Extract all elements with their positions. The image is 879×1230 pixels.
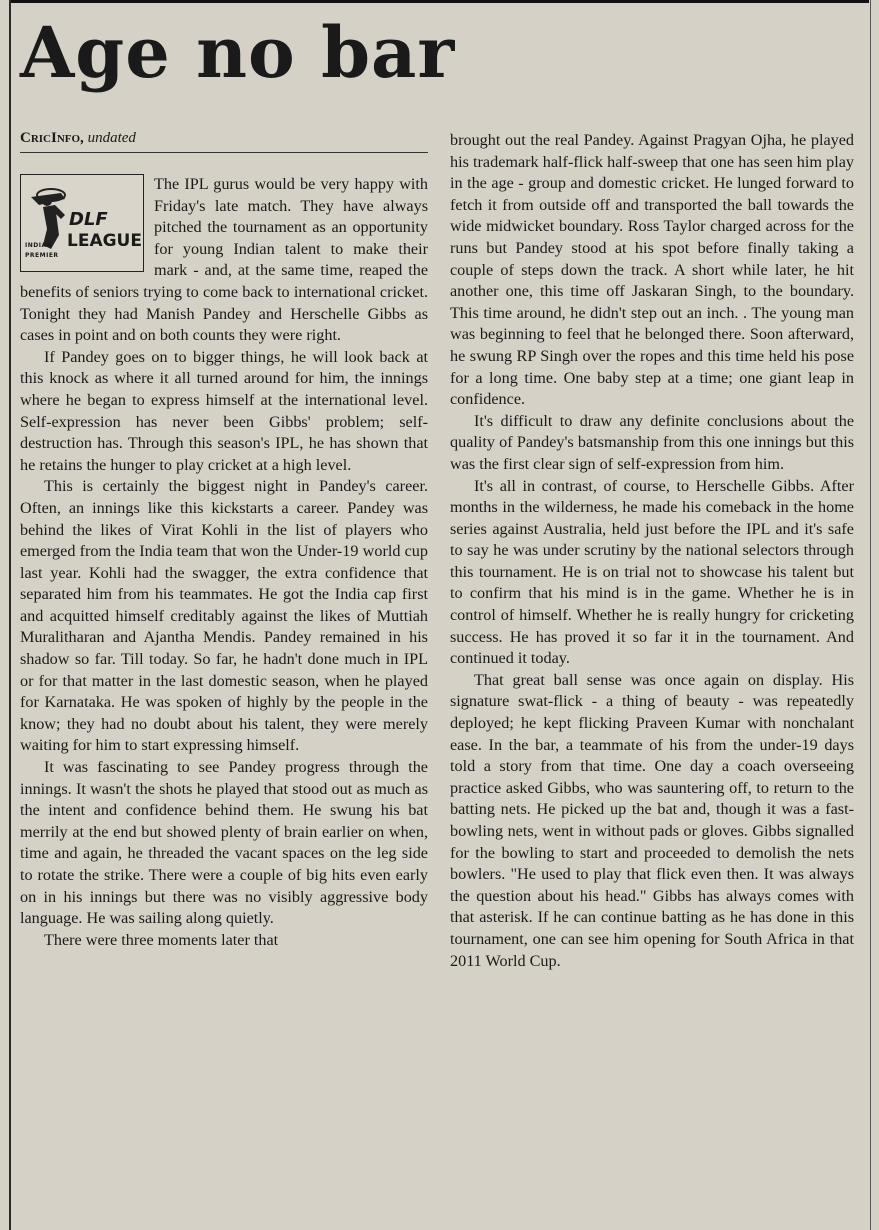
logo-dlf-text: DLF (69, 209, 108, 230)
paragraph: This is certainly the biggest night in Pandey's career. Often, an innings like this kickstarts a career. Pandey was behind the likes of Virat Kohli in the list of players who emerged from the India team that won the Under-19 world cup last year. Kohli had the swagger, the extra confidence that separated him from his teammates. He got the India cap first and acquitted himself creditably against the likes of Muttiah Muralitharan and Ajantha Mendis. Pandey remained in his shadow so far. Till today. So far, he hadn't done much in IPL or for that matter in the last domestic season, when he played for Karnataka. He was spoken of highly by the people in the know; they had no doubt about his talent, they were merely waiting for him to start expressing himself. (20, 477, 428, 755)
column-right (450, 130, 854, 972)
byline (20, 130, 428, 153)
paragraph: It was fascinating to see Pandey progress through the innings. It wasn't the shots he played that stood out as much as the intent and confidence behind them. He swung his bat merrily at the end but showed plenty of brain earlier on when, time and again, he threaded the vacant spaces on the leg side to rotate the strike. There were a couple of big hits even early on in his innings but there was no visibly aggressive body language. He was sailing along quietly. (20, 758, 428, 928)
logo-league-text: LEAGUE (67, 231, 142, 251)
left-rule (9, 0, 11, 1230)
right-rule (870, 0, 871, 1230)
logo-premier-text: PREMIER (25, 252, 59, 259)
paragraph: If Pandey goes on to bigger things, he will look back at this knock as where it all turned around for him, the innings where he began to express himself at the international level. Self-expression has never been Gibbs' problem; self-destruction has. Through this season's IPL, he has shown that he retains the hunger to play cricket at a high level. (20, 347, 428, 474)
paragraph: That great ball sense was once again on display. His signature swat-flick - a thing of beauty - was repeatedly deployed; he kept flicking Praveen Kumar with nonchalant ease. In the bar, a teammate of his from the under-19 days told a story from that time. One day a coach overseeing practice asked Gibbs, who was sauntering off, to return to the batting nets. He picked up the bat and, though it was a fast-bowling nets, went in without pads or gloves. Gibbs signalled for the bowling to start and proceeded to demolish the nets bowlers. "He used to play that flick even then. It was always the question about his head." Gibbs has always comes with that asterisk. If he can continue batting as he has done in this tournament, one can see him opening for South Africa in that 2011 World Cup. (450, 670, 854, 970)
byline-source: CricInfo, (20, 130, 84, 146)
paragraph: brought out the real Pandey. Against Pragyan Ojha, he played his trademark half-flick half-sweep that one has seen him play in the age - group and domestic cricket. He lunged forward to fetch it from outside off and transported the ball towards the wide midwicket boundary. Ross Taylor charged across for the runs but Pandey stood at his spot before finally taking a couple of steps down the track. A short while later, he hit another one, this time off Jaskaran Singh, to the boundary. This time around, he didn't step out an inch. . The young man was beginning to feel that he belonged there. Soon afterward, he swung RP Singh over the ropes and this time held his pose for a long time. One baby step at a time; one giant leap in confidence. (450, 131, 854, 409)
byline-date: undated (87, 130, 136, 146)
column-left (20, 174, 428, 951)
paragraph: The IPL gurus would be very happy with Friday's late match. They have always pitched the tournament as an opportunity for young Indian talent to make their mark - and, at the same time, reaped the benefits of seniors trying to come back to international cricket. Tonight they had Manish Pandey and Herschelle Gibbs as cases in point and on both counts they were right. (20, 175, 428, 345)
paragraph: There were three moments later that (44, 930, 279, 949)
top-rule (10, 0, 869, 3)
ipl-logo (20, 174, 144, 272)
logo-indian-text: INDIAN (25, 242, 53, 249)
paragraph: It's all in contrast, of course, to Herschelle Gibbs. After months in the wilderness, he made his comeback in the home series against Australia, held just before the IPL and it's safe to say he was under scrutiny by the national selectors through this tournament. He is on trial not to showcase his talent but to confirm that his mind is in the game. Whether he is in control of himself. Whether he is really hungry for cricketing success. He has proved it so far it in the tournament. And continued it today. (450, 476, 854, 668)
paragraph: It's difficult to draw any definite conclusions about the quality of Pandey's batsmanship from this one innings but this was the first clear sign of self-expression from him. (450, 411, 854, 473)
headline: Age no bar (20, 11, 456, 94)
